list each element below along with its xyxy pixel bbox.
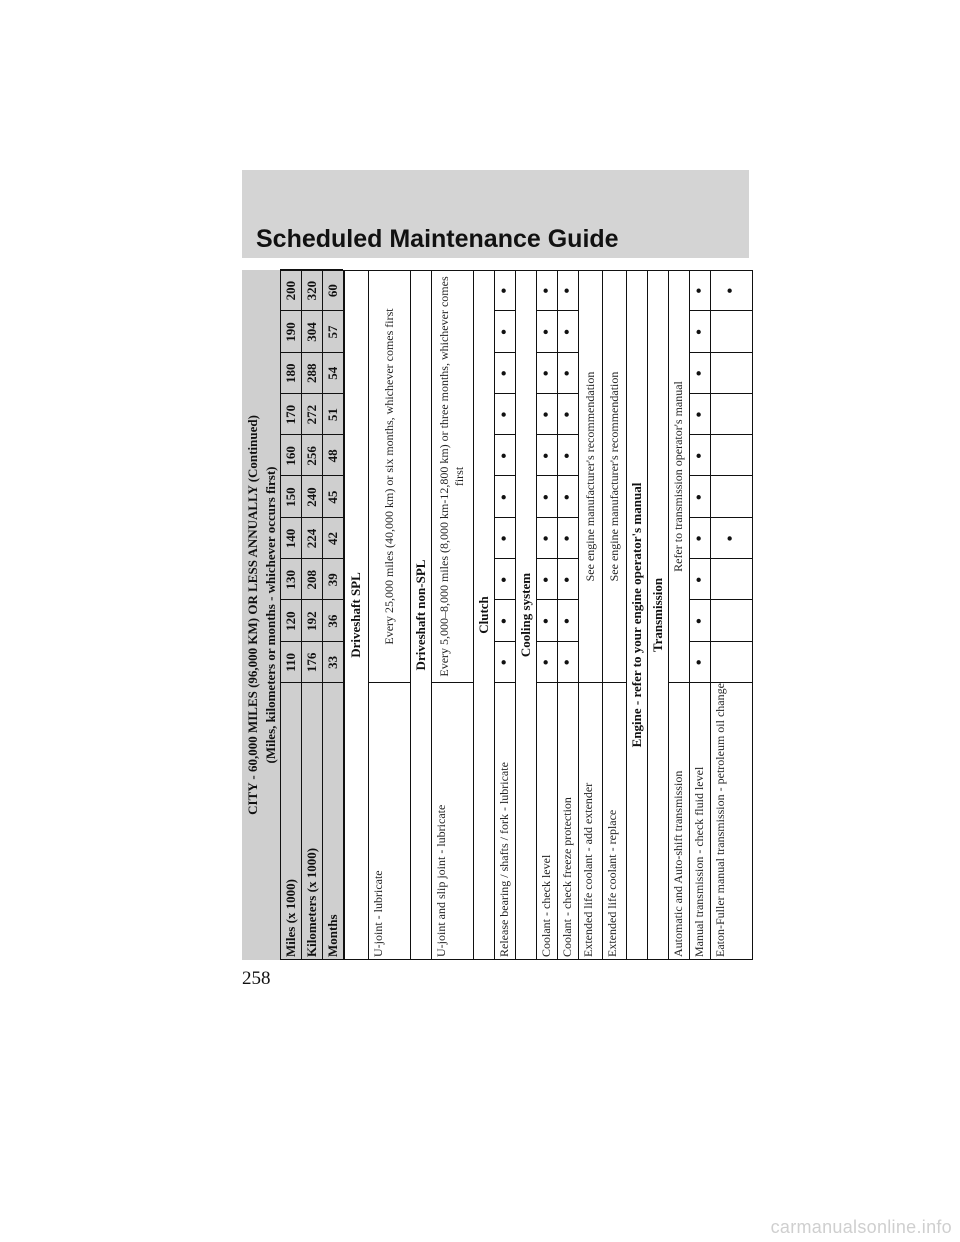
service-mark: • — [690, 329, 708, 335]
section-title: Scheduled Maintenance Guide — [256, 225, 619, 253]
header-value: 36 — [324, 614, 340, 628]
service-mark: • — [558, 370, 576, 377]
service-mark: • — [537, 287, 555, 294]
service-mark: • — [537, 535, 555, 542]
service-mark: • — [558, 576, 576, 583]
service-mark: • — [537, 329, 555, 335]
service-mark: • — [690, 618, 708, 624]
section-heading: Driveshaft SPL — [347, 572, 363, 658]
service-mark: • — [690, 453, 708, 459]
service-mark: • — [690, 494, 708, 500]
service-mark: • — [495, 494, 513, 500]
service-mark: • — [558, 494, 576, 500]
service-mark: • — [690, 411, 708, 418]
service-mark: • — [495, 618, 513, 624]
service-mark: • — [690, 535, 708, 542]
service-mark: • — [495, 453, 513, 459]
service-mark: • — [690, 370, 708, 377]
section-heading: Driveshaft non-SPL — [412, 559, 428, 671]
header-value: 110 — [282, 652, 298, 672]
header-value: 120 — [282, 611, 298, 631]
page-number: 258 — [242, 968, 271, 989]
row-note: See engine manufacturer's recommendation — [606, 371, 621, 582]
service-mark: • — [495, 659, 513, 666]
service-mark — [710, 435, 752, 476]
service-mark — [710, 600, 752, 641]
header-value: 45 — [324, 490, 340, 504]
service-mark — [710, 311, 752, 352]
header-value: 130 — [282, 570, 298, 590]
maintenance-table — [242, 270, 739, 960]
service-mark: • — [690, 576, 708, 583]
row-note: Refer to transmission operator's manual — [671, 381, 685, 572]
row-label: Coolant - check level — [539, 854, 553, 957]
header-row-label: Miles (x 1000) — [282, 879, 298, 957]
service-mark: • — [495, 411, 513, 418]
header-value: 176 — [303, 652, 319, 673]
header-value: 51 — [324, 408, 340, 422]
row-note: Every 25,000 miles (40,000 km) or six months, whichever comes first — [381, 308, 396, 645]
header-value: 48 — [324, 449, 340, 463]
header-value: 54 — [324, 366, 340, 380]
section-heading: Engine - refer to your engine operator's manual — [628, 482, 644, 748]
table-title: CITY - 60,000 MILES (96,000 KM) OR LESS ANNUALLY (Continued) — [245, 415, 260, 815]
header-value: 150 — [282, 487, 298, 507]
service-mark: • — [495, 535, 513, 542]
table-subtitle: (Miles, kilometers or months - whichever occurs first) — [263, 466, 278, 764]
service-mark: • — [558, 287, 576, 294]
row-label: Manual transmission - check fluid level — [692, 766, 706, 957]
service-mark: • — [558, 659, 576, 666]
service-mark — [710, 559, 752, 600]
header-value: 39 — [324, 573, 340, 587]
service-mark: • — [558, 329, 576, 335]
row-label: Coolant - check freeze protection — [560, 797, 574, 957]
service-mark: • — [558, 453, 576, 459]
service-mark: • — [537, 576, 555, 583]
row-note: Every 5,000–8,000 miles (8,000 km-12,800 km) or three months, whichever comes first — [437, 276, 466, 677]
service-mark: • — [537, 453, 555, 459]
header-value: 180 — [282, 363, 298, 384]
header-value: 320 — [303, 280, 319, 301]
service-mark: • — [558, 618, 576, 624]
header-row-label: Months — [324, 914, 340, 957]
service-mark: • — [537, 370, 555, 377]
row-label: Automatic and Auto-shift transmission — [671, 770, 685, 957]
header-value: 170 — [282, 404, 298, 425]
service-mark — [710, 477, 752, 518]
header-value: 224 — [303, 528, 319, 549]
watermark: carmanualsonline.info — [770, 1217, 952, 1237]
header-value: 288 — [303, 363, 319, 384]
header-value: 57 — [324, 325, 340, 339]
row-note: See engine manufacturer's recommendation — [582, 371, 597, 582]
service-mark: • — [495, 287, 513, 294]
section-heading: Transmission — [649, 577, 665, 653]
service-mark — [710, 353, 752, 394]
header-value: 140 — [282, 528, 298, 549]
row-label: Extended life coolant - replace — [605, 809, 619, 957]
row-label: U-joint - lubricate — [371, 870, 385, 957]
service-mark: • — [495, 329, 513, 335]
header-value: 190 — [282, 322, 298, 342]
service-mark — [710, 394, 752, 435]
service-mark: • — [690, 287, 708, 294]
service-mark: • — [537, 659, 555, 666]
header-row-label: Kilometers (x 1000) — [303, 847, 319, 957]
section-heading: Clutch — [475, 596, 491, 634]
service-mark: • — [558, 411, 576, 418]
section-header-band — [242, 170, 749, 258]
header-value: 304 — [303, 322, 319, 342]
row-label: Eaton-Fuller manual transmission - petroleum oil change — [713, 683, 727, 957]
header-value: 42 — [324, 531, 340, 545]
header-value: 272 — [303, 404, 319, 425]
header-value: 256 — [303, 446, 319, 466]
row-label: Extended life coolant - add extender — [581, 782, 595, 957]
service-mark: • — [722, 535, 739, 542]
service-mark: • — [558, 535, 576, 542]
header-value: 33 — [324, 655, 340, 669]
service-mark: • — [495, 370, 513, 377]
service-mark: • — [495, 576, 513, 583]
service-mark: • — [537, 618, 555, 624]
row-label: Release bearing / shafts / fork - lubricate — [497, 762, 511, 957]
header-value: 192 — [303, 611, 319, 631]
service-mark — [710, 642, 752, 683]
header-value: 60 — [324, 284, 340, 298]
service-mark: • — [690, 659, 708, 666]
service-mark: • — [537, 494, 555, 500]
header-value: 160 — [282, 446, 298, 466]
header-value: 200 — [282, 280, 298, 301]
row-label: U-joint and slip joint - lubricate — [434, 804, 448, 957]
header-value: 240 — [303, 487, 319, 507]
service-mark: • — [537, 411, 555, 418]
section-heading: Cooling system — [517, 572, 533, 658]
service-mark: • — [722, 287, 739, 294]
header-value: 208 — [303, 570, 319, 590]
